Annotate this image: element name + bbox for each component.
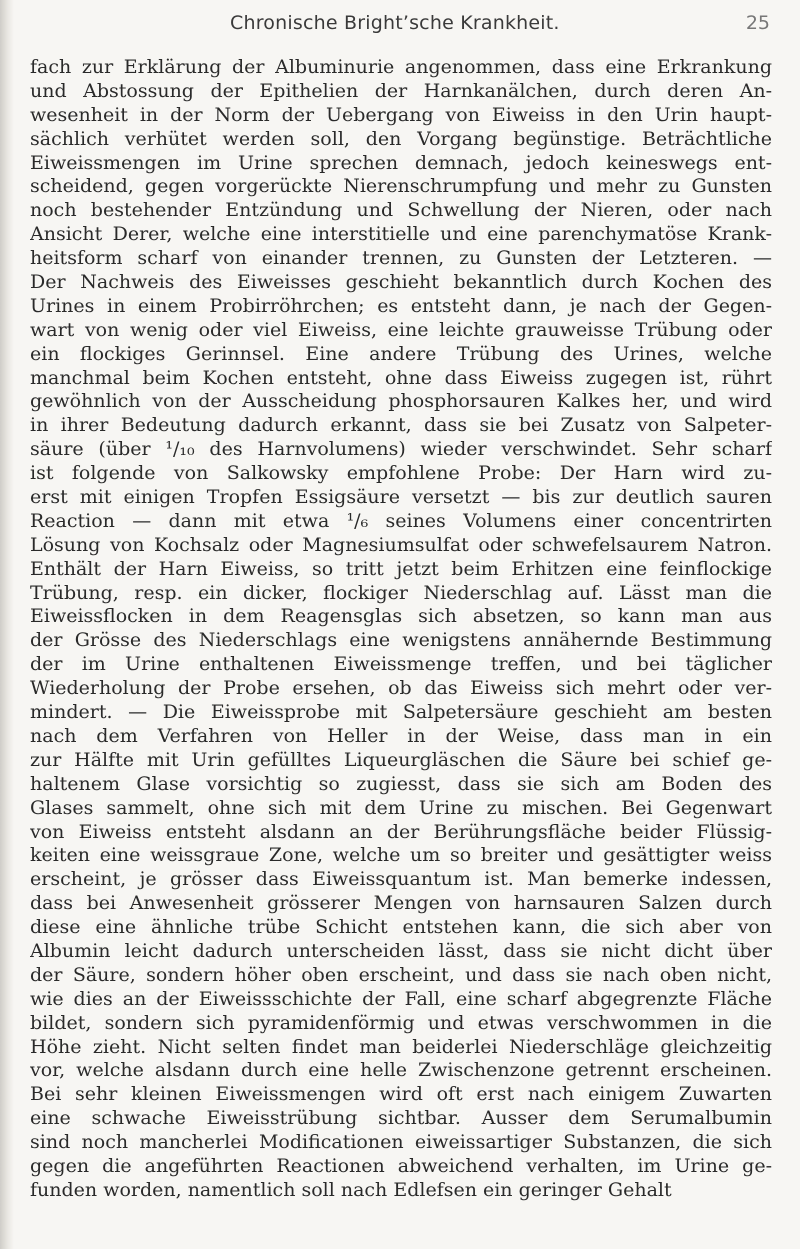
text-line: gegen die angeführten Reactionen abweichend verhalten, im Urine ge- (30, 1154, 772, 1177)
text-line: funden worden, namentlich soll nach Edlefsen ein geringer Gehalt (30, 1178, 672, 1201)
text-line: Wiederholung der Probe ersehen, ob das Eiweiss sich mehrt oder ver- (30, 677, 772, 700)
text-line: Höhe zieht. Nicht selten findet man beiderlei Niederschläge gleichzeitig (30, 1035, 772, 1058)
text-line: ein flockiges Gerinnsel. Eine andere Trübung des Urines, welche (30, 342, 772, 365)
running-head-title: Chronische Bright’sche Krankheit. (230, 12, 560, 34)
text-line: der Säure, sondern höher oben erscheint, und dass sie nach oben nicht, (30, 963, 772, 986)
page-gutter-shadow (0, 0, 14, 1249)
running-head (0, 12, 800, 42)
page-number: 25 (745, 12, 770, 34)
text-line: fach zur Erklärung der Albuminurie angenommen, dass eine Erkrankung (30, 56, 772, 78)
text-line: eine schwache Eiweisstrübung sichtbar. Ausser dem Serumalbumin (30, 1107, 772, 1130)
text-line: Ansicht Derer, welche eine interstitielle und eine parenchymatöse Krank- (30, 223, 772, 246)
text-line: sächlich verhütet werden soll, den Vorgang begünstige. Beträchtliche (30, 127, 772, 150)
text-line: scheidend, gegen vorgerückte Nierenschrumpfung und mehr zu Gunsten (30, 175, 772, 198)
text-line: Enthält der Harn Eiweiss, so tritt jetzt beim Erhitzen eine feinflockige (30, 557, 772, 580)
text-line: Urines in einem Probirröhrchen; es entsteht dann, je nach der Gegen- (30, 294, 772, 317)
text-line: von Eiweiss entsteht alsdann an der Berührungsfläche beider Flüssig- (30, 820, 772, 843)
text-line: sind noch mancherlei Modificationen eiweissartiger Substanzen, die sich (30, 1131, 772, 1154)
text-line: gewöhnlich von der Ausscheidung phosphorsauren Kalkes her, und wird (30, 390, 772, 413)
text-line: haltenem Glase vorsichtig so zugiesst, dass sie sich am Boden des (30, 772, 772, 795)
text-line: Glases sammelt, ohne sich mit dem Urine zu mischen. Bei Gegenwart (30, 796, 772, 819)
text-line: manchmal beim Kochen entsteht, ohne dass Eiweiss zugegen ist, rührt (30, 366, 772, 389)
text-line: dass bei Anwesenheit grösserer Mengen von harnsauren Salzen durch (30, 892, 772, 915)
text-line: diese eine ähnliche trübe Schicht entstehen kann, die sich aber von (30, 916, 772, 939)
text-line: wesenheit in der Norm der Uebergang von Eiweiss in den Urin haupt- (30, 103, 772, 126)
text-line: säure (über ¹/₁₀ des Harnvolumens) wieder verschwindet. Sehr scharf (30, 438, 772, 461)
text-line: der Grösse des Niederschlags eine wenigstens annähernde Bestimmung (30, 629, 772, 652)
text-line: vor, welche alsdann durch eine helle Zwischenzone getrennt erscheinen. (30, 1059, 772, 1082)
text-line: Eiweissflocken in dem Reagensglas sich absetzen, so kann man aus (30, 605, 772, 628)
text-line: keiten eine weissgraue Zone, welche um so breiter und gesättigter weiss (30, 844, 772, 867)
body-text (30, 56, 772, 1203)
text-line: nach dem Verfahren von Heller in der Weise, dass man in ein (30, 724, 772, 747)
text-line: wart von wenig oder viel Eiweiss, eine leichte grauweisse Trübung oder (30, 318, 772, 341)
text-line: der im Urine enthaltenen Eiweissmenge treffen, und bei täglicher (30, 653, 772, 676)
text-line: heitsform scharf von einander trennen, zu Gunsten der Letzteren. — (30, 247, 772, 270)
text-line: zur Hälfte mit Urin gefülltes Liqueurgläschen die Säure bei schief ge- (30, 748, 772, 771)
text-line: bildet, sondern sich pyramidenförmig und etwas verschwommen in die (30, 1011, 772, 1034)
text-line: und Abstossung der Epithelien der Harnkanälchen, durch deren An- (30, 79, 772, 102)
text-line: Bei sehr kleinen Eiweissmengen wird oft erst nach einigem Zuwarten (30, 1083, 772, 1106)
text-line: Reaction — dann mit etwa ¹/₆ seines Volumens einer concentrirten (30, 509, 772, 532)
text-line: mindert. — Die Eiweissprobe mit Salpetersäure geschieht am besten (30, 701, 772, 724)
text-line: wie dies an der Eiweissschichte der Fall, eine scharf abgegrenzte Fläche (30, 987, 772, 1010)
text-line: ist folgende von Salkowsky empfohlene Probe: Der Harn wird zu- (30, 462, 772, 485)
text-line: in ihrer Bedeutung dadurch erkannt, dass sie bei Zusatz von Salpeter- (30, 414, 772, 437)
text-line: Eiweissmengen im Urine sprechen demnach, jedoch keineswegs ent- (30, 151, 772, 174)
text-line: erscheint, je grösser dass Eiweissquantum ist. Man bemerke indessen, (30, 868, 772, 891)
text-line: erst mit einigen Tropfen Essigsäure versetzt — bis zur deutlich sauren (30, 486, 772, 509)
text-line: noch bestehender Entzündung und Schwellung der Nieren, oder nach (30, 199, 772, 222)
text-line: Lösung von Kochsalz oder Magnesiumsulfat oder schwefelsaurem Natron. (30, 533, 772, 556)
text-line: Trübung, resp. ein dicker, flockiger Niederschlag auf. Lässt man die (30, 581, 772, 604)
text-line: Der Nachweis des Eiweisses geschieht bekanntlich durch Kochen des (30, 271, 772, 294)
text-line: Albumin leicht dadurch unterscheiden lässt, dass sie nicht dicht über (30, 939, 772, 962)
